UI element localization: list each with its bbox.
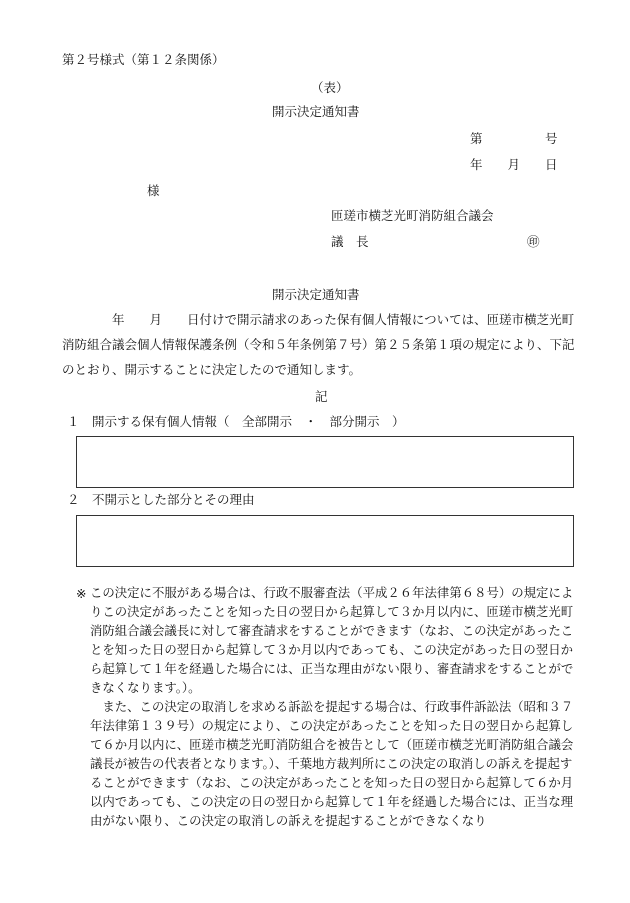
form-label: 第２号様式（第１２条関係）	[62, 52, 225, 67]
item1-box	[76, 436, 574, 488]
item2-box	[76, 515, 574, 567]
item1-label: １ 開示する保有個人情報（ 全部開示 ・ 部分開示 ）	[67, 414, 405, 429]
addressee-honorific: 様	[147, 183, 160, 198]
note-mark: ※	[76, 586, 87, 601]
sender-organization: 匝瑳市横芝光町消防組合議会	[331, 208, 494, 223]
side-label: （表）	[311, 80, 349, 95]
note-paragraph-2: また、この決定の取消しを求める訴訟を提起する場合は、行政事件訴訟法（昭和３７年法律第１３９号）の規定により、この決定があったことを知った日の翌日から起算して６か月以内に、匝瑳市横芝光町消防組合を被告として（匝瑳市横芝光町消防組合議会議長が被告の代表者となります。）、千葉地方裁判所にこの決定の取消しの訴えを提起することができます（なお、この決定があったことを知った日の翌日から起算して６か月以内であっても、この決定の日の翌日から起算して１年を経過した場合には、正当な理由がない限り、この決定の取消しの訴えを提起することができなくなり	[90, 699, 574, 828]
ki-mark: 記	[315, 389, 328, 404]
document-title: 開示決定通知書	[272, 104, 360, 119]
body-title: 開示決定通知書	[272, 287, 360, 302]
sender-title: 議 長	[331, 234, 369, 249]
note-paragraph-1: この決定に不服がある場合は、行政不服審査法（平成２６年法律第６８号）の規定によりこの決定があったことを知った日の翌日から起算して３か月以内に、匝瑳市横芝光町消防組合議会議長に対して審査請求をすることができます（なお、この決定があったことを知った日の翌日から起算して３か月以内であっても、この決定があった日の翌日から起算して１年を経過した場合には、正当な理由がない限り、審査請求をすることができなくなります。）。	[90, 585, 574, 695]
document-date-line: 年 月 日	[470, 157, 558, 172]
body-paragraph: 年 月 日付けで開示請求のあった保有個人情報については、匝瑳市横芝光町消防組合議会個人情報保護条例（令和５年条例第７号）第２５条第１項の規定により、下記のとおり、開示することに決定したので通知します。	[62, 312, 575, 377]
seal-mark: ㊞	[527, 234, 540, 249]
item2-label: ２ 不開示とした部分とその理由	[67, 492, 255, 507]
document-number-line: 第 号	[470, 131, 558, 146]
